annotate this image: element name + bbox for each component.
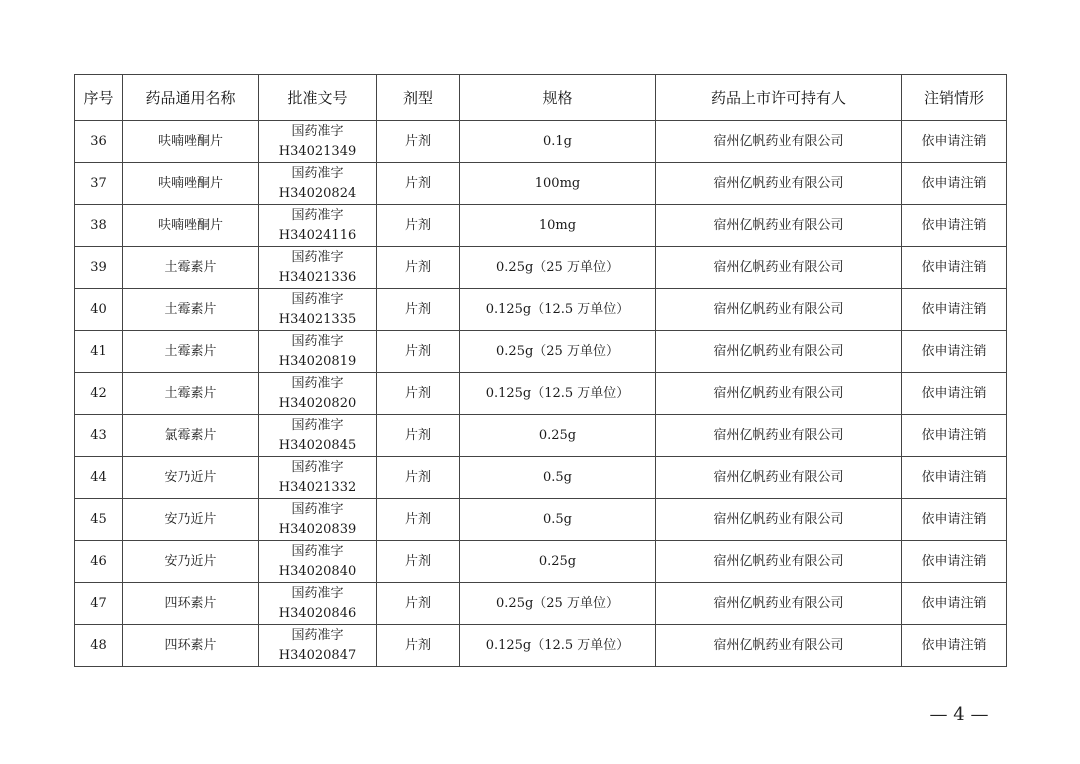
cell-drug-name: 安乃近片 <box>123 457 259 499</box>
cell-approval-number <box>259 331 377 373</box>
cell-serial-number: 43 <box>75 415 123 457</box>
cell-cancellation-status: 依申请注销 <box>902 583 1007 625</box>
cell-specification: 10mg <box>460 205 656 247</box>
cell-dosage-form: 片剂 <box>377 205 460 247</box>
page-number: — 4 — <box>929 704 989 725</box>
cell-license-holder: 宿州亿帆药业有限公司 <box>656 541 902 583</box>
approval-code: H34020845 <box>278 437 357 453</box>
cell-serial-number: 38 <box>75 205 123 247</box>
cell-cancellation-status: 依申请注销 <box>902 331 1007 373</box>
table-row <box>75 205 1007 247</box>
table-row <box>75 373 1007 415</box>
table-row <box>75 457 1007 499</box>
cell-license-holder: 宿州亿帆药业有限公司 <box>656 331 902 373</box>
cell-dosage-form: 片剂 <box>377 289 460 331</box>
approval-prefix: 国药准字 <box>291 501 344 517</box>
cell-specification: 0.25g（25 万单位） <box>460 583 656 625</box>
header-serial-number: 序号 <box>75 75 123 121</box>
cell-cancellation-status: 依申请注销 <box>902 205 1007 247</box>
approval-prefix: 国药准字 <box>291 207 344 223</box>
approval-code: H34020819 <box>278 353 357 369</box>
cell-approval-number <box>259 583 377 625</box>
table-body <box>75 121 1007 667</box>
approval-code: H34020840 <box>278 563 357 579</box>
approval-code: H34020824 <box>278 185 357 201</box>
table-row <box>75 499 1007 541</box>
cell-specification: 100mg <box>460 163 656 205</box>
cell-specification: 0.25g <box>460 541 656 583</box>
approval-prefix: 国药准字 <box>291 123 344 139</box>
cell-license-holder: 宿州亿帆药业有限公司 <box>656 583 902 625</box>
cell-serial-number: 40 <box>75 289 123 331</box>
header-license-holder: 药品上市许可持有人 <box>656 75 902 121</box>
cell-dosage-form: 片剂 <box>377 457 460 499</box>
cell-serial-number: 37 <box>75 163 123 205</box>
cell-specification: 0.5g <box>460 499 656 541</box>
cell-cancellation-status: 依申请注销 <box>902 163 1007 205</box>
table-row <box>75 121 1007 163</box>
cell-cancellation-status: 依申请注销 <box>902 415 1007 457</box>
header-drug-name: 药品通用名称 <box>123 75 259 121</box>
cell-approval-number <box>259 247 377 289</box>
cell-specification: 0.1g <box>460 121 656 163</box>
cell-cancellation-status: 依申请注销 <box>902 121 1007 163</box>
cell-dosage-form: 片剂 <box>377 541 460 583</box>
cell-approval-number <box>259 625 377 667</box>
cell-specification: 0.25g <box>460 415 656 457</box>
cell-dosage-form: 片剂 <box>377 121 460 163</box>
approval-code: H34021349 <box>278 143 357 159</box>
cell-dosage-form: 片剂 <box>377 583 460 625</box>
table-row <box>75 541 1007 583</box>
cell-serial-number: 41 <box>75 331 123 373</box>
cell-approval-number <box>259 457 377 499</box>
cell-drug-name: 土霉素片 <box>123 289 259 331</box>
cell-serial-number: 45 <box>75 499 123 541</box>
header-cancellation-status: 注销情形 <box>902 75 1007 121</box>
cell-drug-name: 呋喃唑酮片 <box>123 163 259 205</box>
cell-serial-number: 44 <box>75 457 123 499</box>
cell-approval-number <box>259 541 377 583</box>
approval-prefix: 国药准字 <box>291 333 344 349</box>
cell-serial-number: 39 <box>75 247 123 289</box>
cell-license-holder: 宿州亿帆药业有限公司 <box>656 247 902 289</box>
cell-dosage-form: 片剂 <box>377 163 460 205</box>
cell-drug-name: 安乃近片 <box>123 541 259 583</box>
header-approval-number: 批准文号 <box>259 75 377 121</box>
cell-approval-number <box>259 121 377 163</box>
cell-dosage-form: 片剂 <box>377 625 460 667</box>
cell-specification: 0.25g（25 万单位） <box>460 247 656 289</box>
cell-serial-number: 46 <box>75 541 123 583</box>
approval-prefix: 国药准字 <box>291 585 344 601</box>
cell-drug-name: 氯霉素片 <box>123 415 259 457</box>
cell-cancellation-status: 依申请注销 <box>902 247 1007 289</box>
approval-prefix: 国药准字 <box>291 165 344 181</box>
cell-specification: 0.25g（25 万单位） <box>460 331 656 373</box>
approval-prefix: 国药准字 <box>291 249 344 265</box>
table-row <box>75 247 1007 289</box>
approval-code: H34021336 <box>278 269 357 285</box>
cell-serial-number: 47 <box>75 583 123 625</box>
cell-serial-number: 36 <box>75 121 123 163</box>
cell-dosage-form: 片剂 <box>377 415 460 457</box>
cell-drug-name: 土霉素片 <box>123 247 259 289</box>
cell-approval-number <box>259 163 377 205</box>
cell-license-holder: 宿州亿帆药业有限公司 <box>656 121 902 163</box>
cell-specification: 0.5g <box>460 457 656 499</box>
cell-license-holder: 宿州亿帆药业有限公司 <box>656 499 902 541</box>
table-row <box>75 415 1007 457</box>
approval-code: H34020847 <box>278 647 357 663</box>
cell-approval-number <box>259 415 377 457</box>
cell-dosage-form: 片剂 <box>377 373 460 415</box>
approval-prefix: 国药准字 <box>291 375 344 391</box>
cell-drug-name: 呋喃唑酮片 <box>123 205 259 247</box>
table-row <box>75 625 1007 667</box>
cell-drug-name: 土霉素片 <box>123 331 259 373</box>
table-row <box>75 331 1007 373</box>
cell-license-holder: 宿州亿帆药业有限公司 <box>656 415 902 457</box>
approval-code: H34020820 <box>278 395 357 411</box>
drug-cancellation-table <box>74 74 1007 667</box>
approval-prefix: 国药准字 <box>291 291 344 307</box>
cell-serial-number: 48 <box>75 625 123 667</box>
cell-drug-name: 四环素片 <box>123 583 259 625</box>
cell-license-holder: 宿州亿帆药业有限公司 <box>656 205 902 247</box>
header-specification: 规格 <box>460 75 656 121</box>
approval-code: H34024116 <box>278 227 357 243</box>
cell-approval-number <box>259 373 377 415</box>
cell-cancellation-status: 依申请注销 <box>902 289 1007 331</box>
cell-cancellation-status: 依申请注销 <box>902 625 1007 667</box>
table-row <box>75 289 1007 331</box>
approval-code: H34021332 <box>278 479 357 495</box>
cell-license-holder: 宿州亿帆药业有限公司 <box>656 457 902 499</box>
approval-code: H34021335 <box>278 311 357 327</box>
cell-cancellation-status: 依申请注销 <box>902 457 1007 499</box>
cell-drug-name: 四环素片 <box>123 625 259 667</box>
cell-drug-name: 土霉素片 <box>123 373 259 415</box>
cell-specification: 0.125g（12.5 万单位） <box>460 373 656 415</box>
cell-dosage-form: 片剂 <box>377 331 460 373</box>
cell-dosage-form: 片剂 <box>377 499 460 541</box>
approval-prefix: 国药准字 <box>291 543 344 559</box>
cell-cancellation-status: 依申请注销 <box>902 499 1007 541</box>
table-row <box>75 583 1007 625</box>
approval-prefix: 国药准字 <box>291 417 344 433</box>
cell-specification: 0.125g（12.5 万单位） <box>460 289 656 331</box>
cell-license-holder: 宿州亿帆药业有限公司 <box>656 163 902 205</box>
cell-approval-number <box>259 205 377 247</box>
cell-approval-number <box>259 499 377 541</box>
table-row <box>75 163 1007 205</box>
cell-cancellation-status: 依申请注销 <box>902 541 1007 583</box>
cell-dosage-form: 片剂 <box>377 247 460 289</box>
cell-drug-name: 安乃近片 <box>123 499 259 541</box>
cell-license-holder: 宿州亿帆药业有限公司 <box>656 289 902 331</box>
approval-prefix: 国药准字 <box>291 459 344 475</box>
cell-license-holder: 宿州亿帆药业有限公司 <box>656 625 902 667</box>
header-dosage-form: 剂型 <box>377 75 460 121</box>
cell-serial-number: 42 <box>75 373 123 415</box>
approval-code: H34020846 <box>278 605 357 621</box>
approval-prefix: 国药准字 <box>291 627 344 643</box>
cell-license-holder: 宿州亿帆药业有限公司 <box>656 373 902 415</box>
approval-code: H34020839 <box>278 521 357 537</box>
cell-specification: 0.125g（12.5 万单位） <box>460 625 656 667</box>
table-header <box>75 75 1007 121</box>
table-header-row <box>75 75 1007 121</box>
cell-cancellation-status: 依申请注销 <box>902 373 1007 415</box>
cell-approval-number <box>259 289 377 331</box>
cell-drug-name: 呋喃唑酮片 <box>123 121 259 163</box>
